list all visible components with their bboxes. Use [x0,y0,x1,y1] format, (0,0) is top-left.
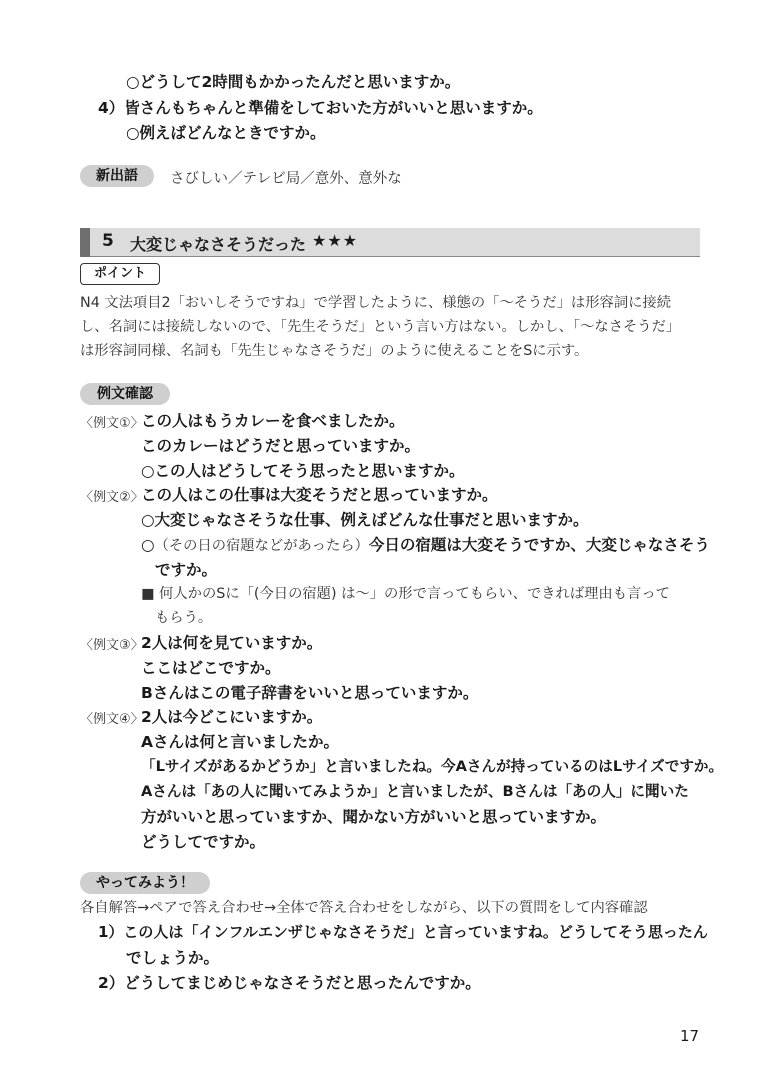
example-4-q4: Aさんは「あの人に聞いてみようか」と言いましたが、Bさんは「あの人」に聞いた [141,783,689,800]
example-3-q2: ここはどこですか。 [141,659,281,677]
example-3-q3: Bさんはこの電子辞書をいいと思っていますか。 [141,684,479,702]
example-4-tag: 〈例文④〉 [80,712,144,727]
section-marker [80,228,90,257]
difficulty-stars: ★★★ [312,231,359,250]
example-2-q3-note: （その日の宿題などがあったら） [154,538,369,554]
point-line-1: N4 文法項目2「おいしそうですね」で学習したように、様態の「～そうだ」は形容詞に接続 [80,295,672,311]
point-line-2: し、名詞には接続しないので、「先生そうだ」という言い方はない。しかし、「～なさそうだ」 [80,319,681,335]
question-3-sub: ○どうして2時間もかかったんだと思いますか。 [126,73,461,91]
vocab-text: さびしい／テレビ局／意外、意外な [170,171,402,187]
page-number: 17 [680,1027,700,1045]
vocab-label: 新出語 [80,165,154,187]
example-2-tag: 〈例文②〉 [80,490,144,505]
question-4-sub: ○例えばどんなときですか。 [126,124,326,142]
example-1-q2: このカレーはどうだと思っていますか。 [141,437,421,455]
example-3-tag: 〈例文③〉 [80,638,144,653]
example-4-q6: どうしてですか。 [141,833,266,851]
example-2-note-1: ■ 何人かのSに「(今日の宿題) は～」の形で言ってもらい、できれば理由も言って [141,586,670,602]
practice-q2: 2）どうしてまじめじゃなさそうだと思ったんですか。 [98,974,481,992]
practice-label: やってみよう！ [80,872,210,894]
example-4-q1: 2人は今どこにいますか。 [141,708,323,726]
example-4-q2: Aさんは何と言いましたか。 [141,733,339,751]
example-1-tag: 〈例文①〉 [80,416,144,431]
examples-label: 例文確認 [80,383,170,405]
example-2-q3 [141,533,710,555]
practice-q1: 1）この人は「インフルエンザじゃなさそうだ」と言っていますね。どうしてそう思ったん [98,923,708,941]
example-2-q1: この人はこの仕事は大変そうだと思っていますか。 [141,486,498,504]
practice-instruction: 各自解答→ペアで答え合わせ→全体で答え合わせをしながら、以下の質問をして内容確認 [80,900,648,916]
example-4-q3: 「Lサイズがあるかどうか」と言いましたね。今Aさんが持っているのはLサイズですか。 [141,758,724,775]
example-2-q3-cont: ですか。 [155,561,218,579]
example-2-note-2: もらう。 [155,610,213,626]
example-1-q3: ○この人はどうしてそう思ったと思いますか。 [141,462,465,480]
question-4: 4）皆さんもちゃんと準備をしておいた方がいいと思いますか。 [98,99,543,117]
example-2-q2: ○大変じゃなさそうな仕事、例えばどんな仕事だと思いますか。 [141,511,589,529]
practice-q1-cont: でしょうか。 [126,949,220,967]
section-title: 大変じゃなさそうだった [130,235,307,254]
example-3-q1: 2人は何を見ていますか。 [141,634,323,652]
point-label: ポイント [80,263,160,285]
section-header [80,228,700,257]
example-2-q3-main: 今日の宿題は大変そうですか、大変じゃなさそう [368,536,710,554]
example-4-q5: 方がいいと思っていますか、聞かない方がいいと思っていますか。 [141,808,607,826]
point-line-3: は形容詞同様、名詞も「先生じゃなさそうだ」のように使えることをSに示す。 [80,343,589,359]
section-number: 5 [102,231,114,251]
example-2-q3-circle: ○ [141,536,155,554]
example-1-q1: この人はもうカレーを食べましたか。 [141,412,405,430]
